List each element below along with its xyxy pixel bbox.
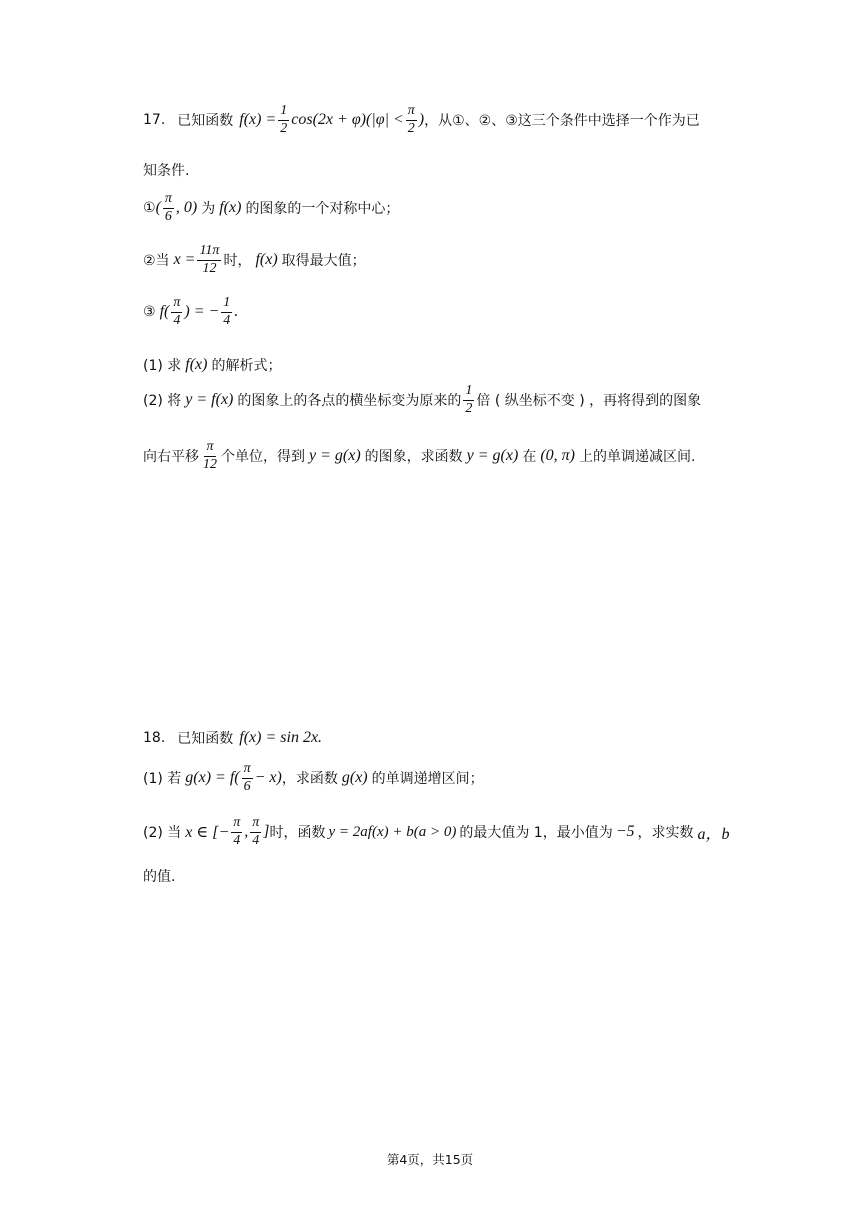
text: (1) 求 bbox=[143, 358, 182, 374]
formula: y = g(x) bbox=[466, 447, 519, 465]
q17-text: 知条件. bbox=[143, 163, 190, 179]
q17-text: 已知函数 bbox=[177, 113, 234, 130]
text: 的解析式； bbox=[211, 358, 282, 374]
q17-condition-1 bbox=[143, 192, 399, 224]
q17-line-1 bbox=[143, 104, 700, 136]
text: 已知函数 bbox=[177, 731, 234, 747]
text: (2) 当 bbox=[143, 825, 182, 842]
q17-number: 17. bbox=[143, 112, 166, 129]
circled-mark: ① bbox=[143, 200, 156, 217]
formula: (0, π) bbox=[540, 447, 575, 465]
text: 倍 ( 纵坐标不变 ) ，再将得到的图象 bbox=[476, 393, 702, 410]
q17-formula: ) bbox=[418, 111, 425, 129]
formula: −5 bbox=[615, 823, 635, 841]
formula: y = f(x) bbox=[185, 391, 234, 409]
formula: ] bbox=[263, 823, 270, 841]
formula: x = bbox=[173, 251, 196, 269]
fraction: $\frac{1}{4}$ bbox=[223, 295, 231, 328]
formula: g(x) = f( bbox=[185, 769, 240, 787]
q18-part-1 bbox=[143, 762, 484, 794]
formula: f(x) bbox=[255, 251, 278, 269]
q17-condition-3 bbox=[143, 296, 238, 328]
text: 时， bbox=[223, 253, 252, 270]
formula: , bbox=[244, 823, 249, 841]
text: 个单位，得到 bbox=[221, 449, 305, 466]
text: (1) 若 bbox=[143, 771, 182, 788]
formula: ) = − bbox=[184, 303, 220, 321]
text: 时，函数 bbox=[269, 825, 326, 842]
fraction: $\frac{\pi}{6}$ bbox=[164, 191, 172, 224]
formula: . bbox=[234, 303, 239, 321]
formula: y = g(x) bbox=[309, 447, 361, 465]
formula: f( bbox=[159, 303, 170, 321]
text: 在 bbox=[522, 449, 537, 466]
formula: , 0) bbox=[175, 199, 198, 217]
text: 的单调递增区间； bbox=[371, 771, 484, 788]
q18-line-3 bbox=[143, 866, 175, 886]
formula: f(x) bbox=[185, 356, 208, 373]
q17-part-2 bbox=[143, 384, 701, 416]
text: ②当 bbox=[143, 253, 170, 270]
text: ，求函数 bbox=[281, 771, 338, 788]
fraction: $\frac{11\pi}{12}$ bbox=[199, 243, 220, 276]
formula: x ∈ [− bbox=[185, 824, 230, 842]
q18-number: 18. bbox=[143, 730, 166, 746]
text: 为 bbox=[201, 201, 216, 218]
formula: f(x) bbox=[219, 199, 242, 217]
formula: g(x) bbox=[341, 769, 368, 787]
fraction: $\frac{\pi}{4}$ bbox=[252, 815, 260, 848]
formula: ( bbox=[155, 199, 161, 217]
fraction: $\frac{\pi}{4}$ bbox=[233, 815, 241, 848]
formula: − x) bbox=[254, 769, 282, 787]
fraction: $\frac{\pi}{6}$ bbox=[243, 761, 251, 794]
fraction: $\frac{\pi}{12}$ bbox=[203, 439, 217, 472]
q17-formula: cos(2x + φ)(|φ| < bbox=[291, 111, 404, 129]
formula: y = 2af(x) + b(a > 0) bbox=[328, 823, 457, 840]
formula: f(x) = sin 2x. bbox=[239, 729, 323, 746]
text: 的图象，求函数 bbox=[364, 449, 463, 466]
q17-formula: f(x) = bbox=[239, 111, 277, 129]
text: (2) 将 bbox=[143, 393, 182, 410]
q17-text: ，从①、②、③这三个条件中选择一个作为已 bbox=[424, 113, 700, 130]
fraction: $\frac{1}{2}$ bbox=[465, 383, 473, 416]
q18-part-2 bbox=[143, 816, 730, 848]
fraction: $\frac{\pi}{2}$ bbox=[407, 103, 415, 136]
text: 取得最大值； bbox=[281, 253, 366, 270]
text: 的值. bbox=[143, 869, 176, 885]
text: 的图象的一个对称中心； bbox=[245, 201, 400, 218]
page-footer: 第4页，共15页 bbox=[386, 1152, 474, 1167]
q17-part-1 bbox=[143, 355, 281, 375]
q17-line-2 bbox=[143, 160, 189, 180]
circled-mark: ③ bbox=[143, 304, 156, 321]
fraction: $\frac{\pi}{4}$ bbox=[173, 295, 181, 328]
formula: a，b bbox=[697, 825, 730, 843]
text: 向右平移 bbox=[143, 449, 199, 466]
text: 的最大值为 1，最小值为 bbox=[459, 825, 613, 842]
text: ，求实数 bbox=[637, 825, 694, 842]
text: 上的单调递减区间. bbox=[578, 449, 696, 466]
q17-part-2-cont bbox=[143, 440, 695, 472]
fraction: $\frac{1}{2}$ bbox=[280, 103, 288, 136]
q18-line-1 bbox=[143, 728, 322, 748]
q17-condition-2 bbox=[143, 244, 366, 276]
text: 的图象上的各点的横坐标变为原来的 bbox=[237, 393, 462, 410]
